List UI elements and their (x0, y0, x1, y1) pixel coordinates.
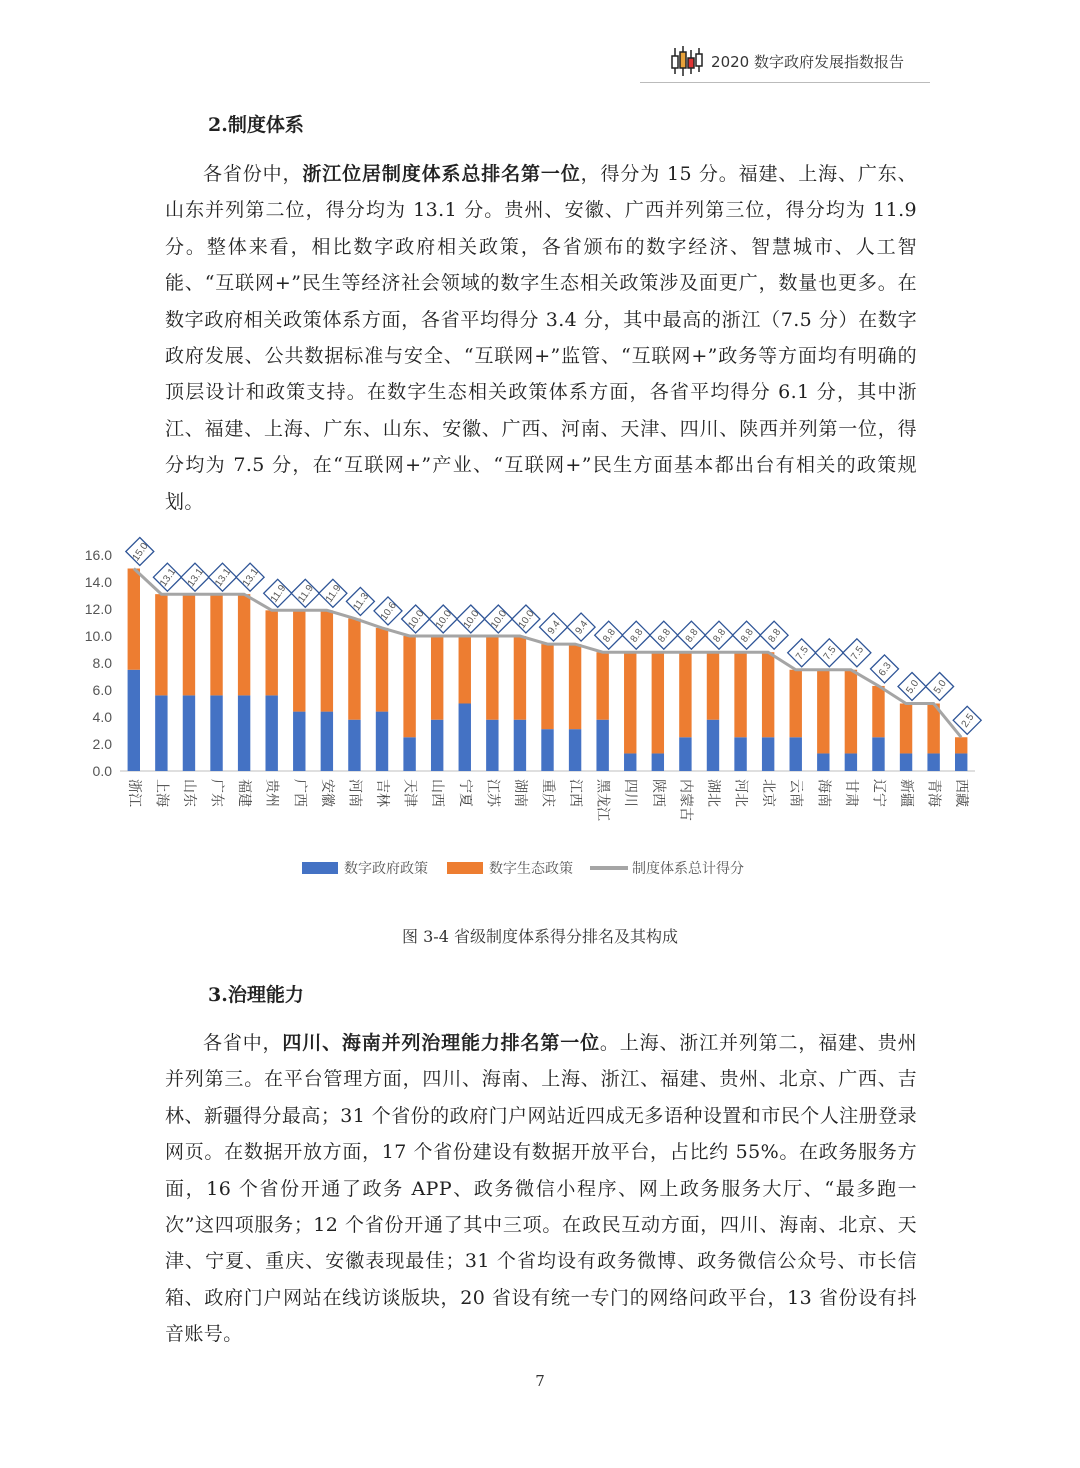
x-tick-label: 浙江 (125, 779, 142, 807)
x-tick-label: 海南 (815, 779, 832, 807)
data-label (374, 597, 402, 625)
section2-paragraph (165, 156, 917, 520)
y-tick-label: 8.0 (92, 655, 112, 671)
bar-digital-gov-policy (762, 737, 774, 771)
bar-digital-gov-policy (707, 720, 719, 771)
x-tick-label: 黑龙江 (594, 779, 611, 821)
data-label-text: 5.0 (904, 678, 922, 696)
data-label-text: 10.0 (406, 608, 427, 631)
bar-digital-gov-policy (128, 670, 140, 771)
data-label-text: 8.8 (711, 626, 729, 645)
data-label (677, 621, 705, 649)
bar-digital-gov-policy (927, 753, 939, 771)
y-tick-label: 16.0 (84, 547, 112, 563)
bar-digital-eco-policy (955, 737, 967, 753)
bar-digital-eco-policy (459, 636, 471, 704)
bar-digital-gov-policy (955, 753, 967, 771)
legend-label: 制度体系总计得分 (632, 861, 744, 877)
bar-digital-gov-policy (790, 737, 802, 771)
data-label (898, 673, 926, 701)
data-label-text: 13.1 (213, 566, 234, 589)
data-label-text: 11.3 (351, 591, 372, 613)
data-label-text: 7.5 (794, 644, 812, 663)
data-label (567, 613, 595, 641)
section3-body: 。上海、浙江并列第二，福建、贵州并列第三。在平台管理方面，四川、海南、上海、浙江、福建、贵州、北京、广西、吉林、新疆得分最高；31 个省份的政府门户网站近四成无多语种设置和市民个人注册登录网页。在数据开放方面，17 个省份建设有数据开放平台，占比约 55%。在政务服务方面，16 个省份开通了政务 APP、政务微信小程序、网上政务服务大厅、“最多跑一次”这四项服务；12 个省份开通了其中三项。在政民互动方面，四川、海南、北京、天津、宁夏、重庆、安徽表现最佳；31 个省均设有政务微博、政务微信公众号、市长信箱、政府门户网站在线访谈版块，20 省设有统一专门的网络问政平台，13 省份设有抖音账号。 (165, 1032, 917, 1346)
x-tick-label: 山东 (180, 779, 197, 807)
data-label (650, 621, 678, 649)
data-label-text: 8.8 (656, 626, 674, 645)
x-tick-label: 江西 (567, 779, 584, 807)
data-label (788, 639, 816, 667)
data-label (209, 563, 237, 591)
section3-paragraph (165, 1025, 917, 1353)
bar-digital-gov-policy (541, 729, 553, 771)
x-tick-label: 广西 (291, 779, 308, 807)
bar-digital-eco-policy (734, 652, 746, 737)
bar-digital-gov-policy (265, 695, 277, 771)
bar-digital-gov-policy (321, 712, 333, 771)
bar-digital-gov-policy (900, 753, 912, 771)
bar-digital-eco-policy (817, 670, 829, 754)
x-tick-label: 四川 (622, 779, 639, 807)
x-tick-label: 西藏 (953, 779, 970, 807)
bar-digital-gov-policy (514, 720, 526, 771)
section-heading-institutional-system: 2.制度体系 (208, 114, 304, 136)
x-tick-label: 重庆 (539, 779, 556, 807)
data-label-text: 7.5 (849, 644, 867, 663)
bar-digital-gov-policy (486, 720, 498, 771)
data-label-text: 9.4 (545, 618, 563, 637)
bar-digital-eco-policy (790, 670, 802, 738)
section2-lead-bold: 浙江位居制度体系总排名第一位 (302, 163, 581, 185)
bar-digital-eco-policy (183, 594, 195, 695)
bar-digital-gov-policy (872, 737, 884, 771)
section-heading-governance-capacity: 3.治理能力 (208, 984, 304, 1006)
data-label-text: 9.4 (573, 618, 591, 637)
bar-digital-gov-policy (734, 737, 746, 771)
bar-digital-eco-policy (679, 652, 691, 737)
x-tick-label: 青海 (925, 779, 942, 807)
bar-digital-gov-policy (845, 753, 857, 771)
x-tick-label: 贵州 (263, 779, 280, 807)
section3-lead-bold: 四川、海南并列治理能力排名第一位 (282, 1032, 600, 1054)
x-tick-label: 天津 (401, 779, 418, 807)
bar-digital-gov-policy (183, 695, 195, 771)
y-tick-label: 0.0 (92, 763, 112, 779)
bar-digital-eco-policy (762, 652, 774, 737)
bar-digital-gov-policy (376, 712, 388, 771)
data-label-text: 8.8 (601, 626, 619, 645)
page-number: 7 (535, 1372, 545, 1390)
bar-digital-eco-policy (707, 652, 719, 720)
data-label (843, 639, 871, 667)
bar-digital-gov-policy (624, 753, 636, 771)
report-logo-icon (669, 44, 703, 78)
legend-swatch (302, 862, 338, 874)
data-label (815, 639, 843, 667)
x-tick-label: 湖南 (511, 779, 528, 807)
x-tick-label: 河北 (732, 779, 749, 807)
data-label (319, 579, 347, 607)
data-label (429, 605, 457, 633)
data-label-text: 10.0 (489, 608, 510, 631)
page-header (669, 44, 904, 78)
x-tick-label: 湖北 (704, 779, 721, 807)
bar-digital-eco-policy (541, 644, 553, 729)
data-label (512, 605, 540, 633)
bar-digital-eco-policy (293, 610, 305, 711)
y-tick-label: 12.0 (84, 601, 112, 617)
data-label-text: 8.8 (766, 626, 784, 645)
bar-digital-eco-policy (872, 686, 884, 737)
bar-digital-eco-policy (652, 652, 664, 753)
bar-digital-eco-policy (514, 636, 526, 720)
bar-digital-eco-policy (624, 652, 636, 753)
section2-lead-pre: 各省份中， (203, 163, 303, 185)
data-label-text: 8.8 (738, 626, 756, 645)
data-label-text: 8.8 (628, 626, 646, 645)
bar-digital-eco-policy (265, 610, 277, 695)
section3-lead-pre: 各省中， (203, 1032, 283, 1054)
y-tick-label: 6.0 (92, 682, 112, 698)
data-label (457, 605, 485, 633)
bar-digital-eco-policy (900, 704, 912, 754)
x-tick-label: 山西 (429, 779, 446, 807)
x-tick-label: 吉林 (374, 779, 391, 807)
data-label-text: 6.3 (876, 660, 894, 679)
y-tick-label: 14.0 (84, 574, 112, 590)
x-tick-label: 广东 (208, 779, 225, 807)
data-label-text: 15.0 (130, 540, 151, 564)
data-label-text: 7.5 (821, 644, 839, 663)
data-label-text: 10.0 (461, 608, 482, 631)
bar-digital-gov-policy (238, 695, 250, 771)
header-title: 2020 数字政府发展指数报告 (711, 52, 904, 71)
bar-digital-eco-policy (569, 644, 581, 729)
x-tick-label: 宁夏 (456, 779, 473, 807)
data-label (595, 621, 623, 649)
x-tick-label: 新疆 (898, 779, 915, 807)
bar-digital-eco-policy (431, 636, 443, 720)
x-tick-label: 甘肃 (842, 779, 859, 807)
bar-digital-eco-policy (210, 594, 222, 695)
data-label-text: 5.0 (931, 678, 949, 696)
x-tick-label: 福建 (236, 779, 253, 807)
x-tick-label: 河南 (346, 779, 363, 807)
data-label (346, 587, 374, 615)
x-tick-label: 安徽 (318, 779, 335, 807)
x-tick-label: 云南 (787, 779, 804, 807)
legend-swatch (447, 862, 483, 874)
data-label-text: 2.5 (959, 712, 977, 730)
y-tick-label: 10.0 (84, 628, 112, 644)
data-label (402, 605, 430, 633)
x-tick-label: 江苏 (484, 779, 501, 807)
bar-digital-eco-policy (321, 610, 333, 711)
bar-digital-eco-policy (238, 594, 250, 695)
legend-label: 数字政府政策 (344, 861, 428, 877)
bar-digital-gov-policy (348, 720, 360, 771)
data-label-text: 13.1 (240, 566, 262, 589)
x-tick-label: 北京 (760, 779, 777, 807)
bar-digital-gov-policy (210, 695, 222, 771)
data-label-text: 10.0 (516, 608, 537, 631)
data-label (622, 621, 650, 649)
y-tick-label: 2.0 (92, 736, 112, 752)
data-label-text: 11.9 (296, 583, 316, 605)
data-label (126, 538, 154, 566)
bar-digital-gov-policy (403, 737, 415, 771)
header-divider (640, 82, 930, 83)
bar-digital-gov-policy (293, 712, 305, 771)
bar-digital-gov-policy (596, 720, 608, 771)
data-label (181, 563, 209, 591)
data-label-text: 11.9 (323, 583, 344, 605)
data-label-text: 11.9 (268, 583, 289, 605)
bar-digital-gov-policy (817, 753, 829, 771)
bar-digital-eco-policy (486, 636, 498, 720)
bar-digital-eco-policy (155, 594, 167, 695)
data-label-text: 13.1 (158, 566, 179, 589)
bar-digital-gov-policy (431, 720, 443, 771)
data-label-text: 13.1 (185, 566, 206, 589)
y-tick-label: 4.0 (92, 709, 112, 725)
x-tick-label: 陕西 (649, 779, 666, 807)
data-label-text: 10.0 (433, 608, 455, 631)
bar-digital-gov-policy (652, 753, 664, 771)
x-tick-label: 内蒙古 (677, 779, 694, 821)
bar-digital-eco-policy (128, 569, 140, 670)
legend-label: 数字生态政策 (489, 861, 573, 877)
data-label (953, 706, 981, 734)
bar-digital-eco-policy (403, 636, 415, 737)
data-label (540, 613, 568, 641)
data-label (760, 621, 788, 649)
data-label-text: 8.8 (683, 626, 701, 645)
data-label (871, 655, 899, 683)
section2-body: ，得分为 15 分。福建、上海、广东、山东并列第二位，得分均为 13.1 分。贵州、安徽、广西并列第三位，得分均为 11.9 分。整体来看，相比数字政府相关政策，各省颁布的数字经济、智慧城市、人工智能、“互联网+”民生等经济社会领域的数字生态相关政策涉及面更广，数量也更多。在数字政府相关政策体系方面，各省平均得分 3.4 分，其中最高的浙江（7.5 分）在数字政府发展、公共数据标准与安全、“互联网+”监管、“互联网+”政务等方面均有明确的顶层设计和政策支持。在数字生态相关政策体系方面，各省平均得分 6.1 分，其中浙江、福建、上海、广东、山东、安徽、广西、河南、天津、四川、陕西并列第一位，得分均为 7.5 分，在“互联网+”产业、“互联网+”民生方面基本都出台有相关的政策规划。 (165, 163, 918, 513)
bar-digital-gov-policy (679, 737, 691, 771)
data-label (264, 579, 292, 607)
data-label (291, 579, 319, 607)
bar-digital-gov-policy (155, 695, 167, 771)
bar-digital-eco-policy (348, 618, 360, 719)
bar-digital-eco-policy (845, 670, 857, 754)
bar-digital-gov-policy (459, 704, 471, 772)
stacked-bar-chart (70, 528, 1000, 908)
data-label (705, 621, 733, 649)
data-label (236, 563, 264, 591)
data-label (733, 621, 761, 649)
bar-digital-gov-policy (569, 729, 581, 771)
x-tick-label: 辽宁 (870, 779, 887, 807)
data-label (153, 563, 181, 591)
bar-digital-eco-policy (376, 628, 388, 712)
bar-digital-eco-policy (596, 652, 608, 720)
data-label-text: 10.6 (378, 600, 399, 623)
data-label (926, 673, 954, 701)
x-tick-label: 上海 (153, 779, 170, 807)
data-label (484, 605, 512, 633)
figure-caption: 图 3-4 省级制度体系得分排名及其构成 (402, 927, 678, 946)
